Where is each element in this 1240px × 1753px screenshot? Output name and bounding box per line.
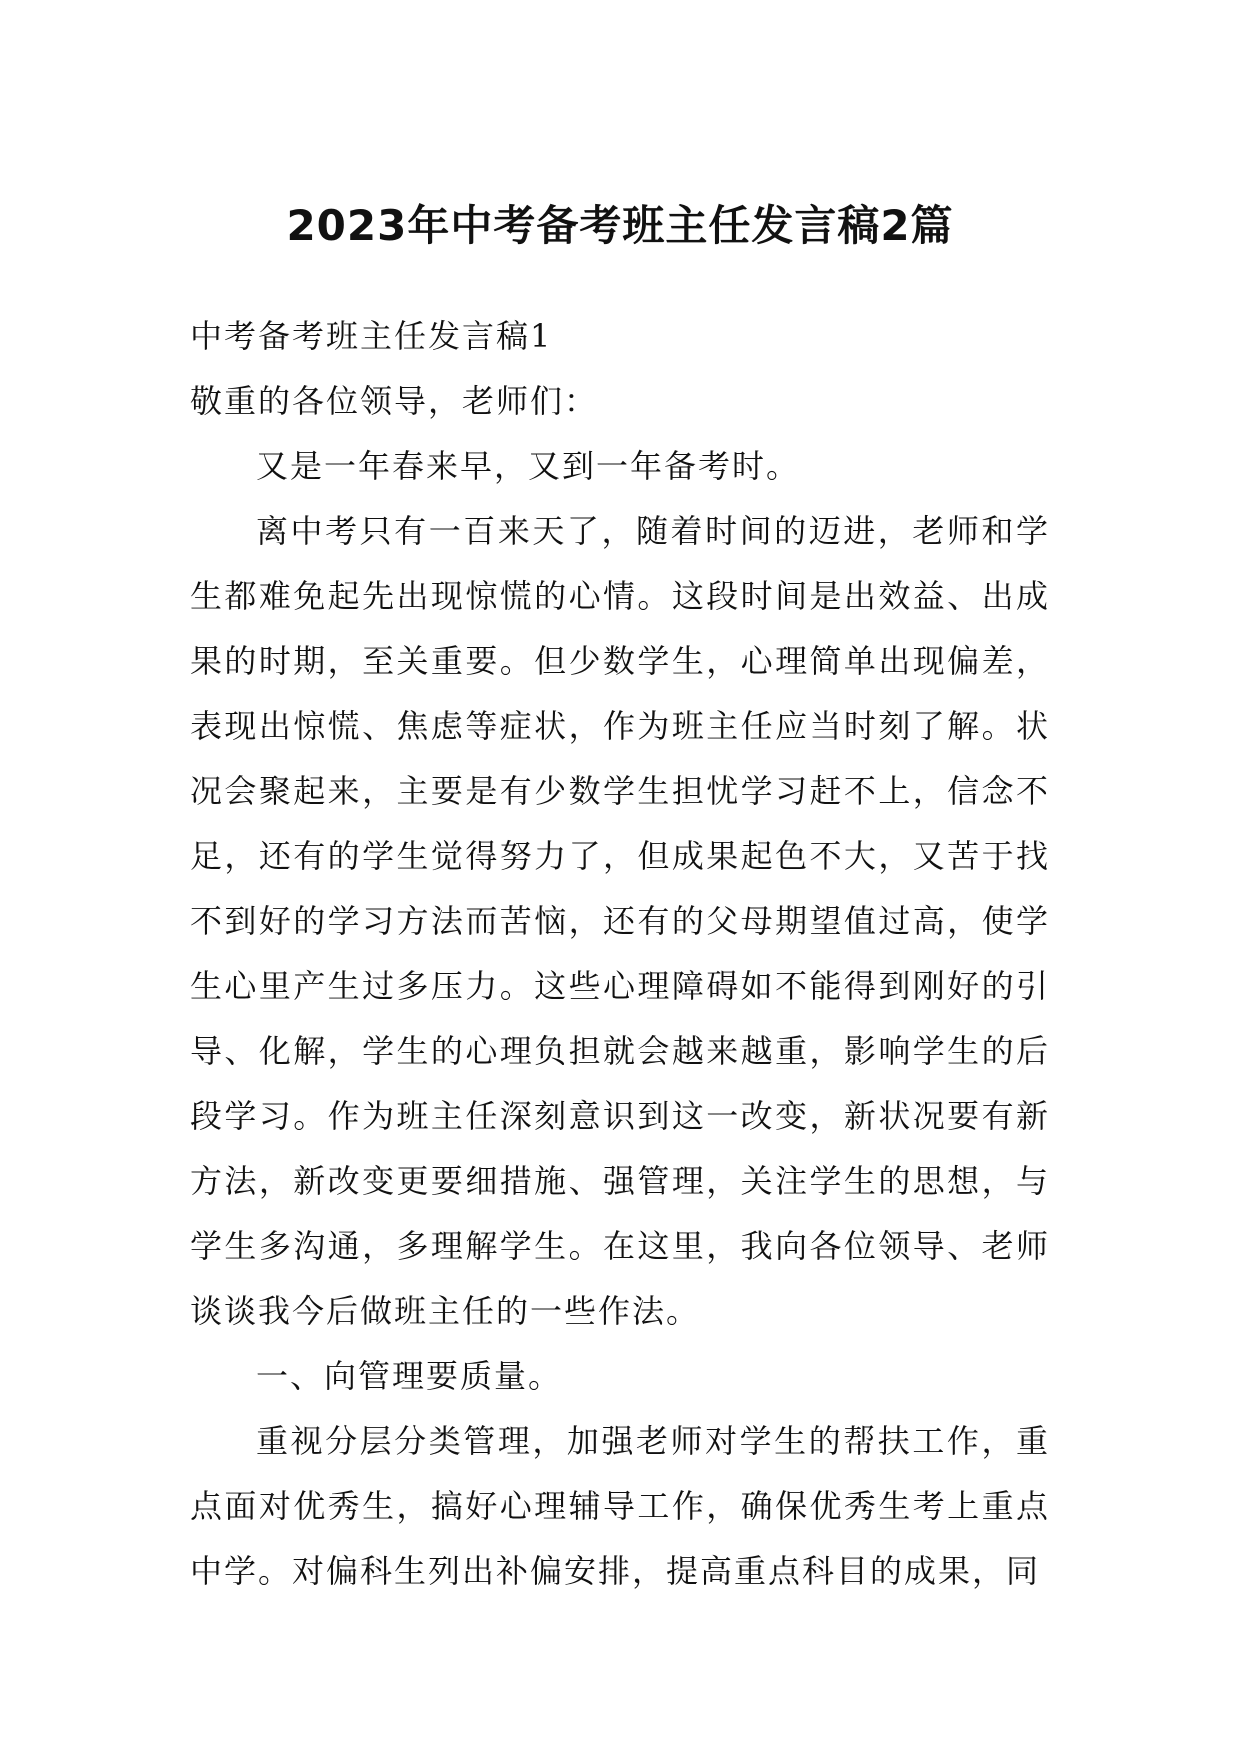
salutation: 敬重的各位领导，老师们： xyxy=(190,382,599,420)
paragraph: 又是一年春来早，又到一年备考时。 xyxy=(256,447,801,485)
subheading: 一、向管理要质量。 xyxy=(256,1357,563,1395)
paragraph: 重视分层分类管理，加强老师对学生的帮扶工作，重点面对优秀生，搞好心理辅导工作，确保优秀生考上重点中学。对偏科生列出补偏安排，提高重点科目的成果，同 xyxy=(190,1422,1050,1590)
section-heading: 中考备考班主任发言稿1 xyxy=(190,317,553,355)
document-body xyxy=(190,304,1050,1604)
paragraph: 离中考只有一百来天了，随着时间的迈进，老师和学生都难免起先出现惊慌的心情。这段时间是出效益、出成果的时期，至关重要。但少数学生，心理简单出现偏差，表现出惊慌、焦虑等症状，作为班主任应当时刻了解。状况会聚起来，主要是有少数学生担忧学习赶不上，信念不足，还有的学生觉得努力了，但成果起色不大，又苦于找不到好的学习方法而苦恼，还有的父母期望值过高，使学生心里产生过多压力。这些心理障碍如不能得到刚好的引导、化解，学生的心理负担就会越来越重，影响学生的后段学习。作为班主任深刻意识到这一改变，新状况要有新方法，新改变更要细措施、强管理，关注学生的思想，与学生多沟通，多理解学生。在这里，我向各位领导、老师谈谈我今后做班主任的一些作法。 xyxy=(190,512,1050,1330)
document-title: 2023年中考备考班主任发言稿2篇 xyxy=(286,201,954,250)
